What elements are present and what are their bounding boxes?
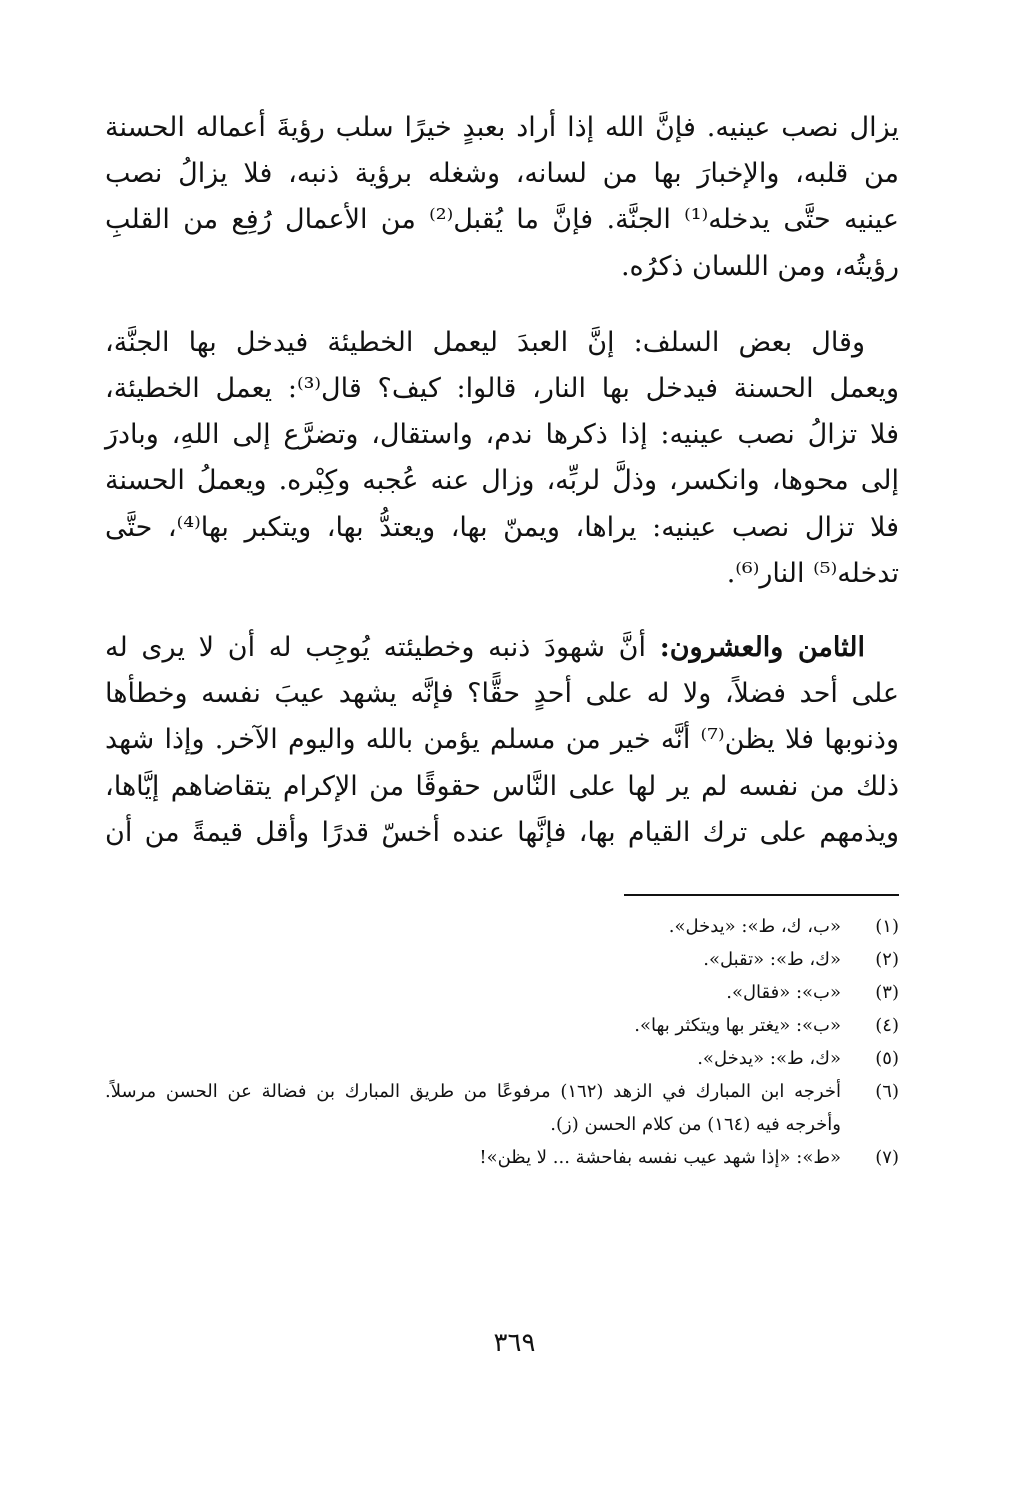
text-line: على أحد فضلاً، ولا له على أحدٍ حقًّا؟ فإنَّه يشهد عيبَ نفسه وخطأها [105,678,899,710]
footnote-text: «ك، ط»: «يدخل». [697,1048,841,1070]
footnote-number: (١) [875,916,899,938]
footnote-divider [624,894,899,896]
text-line: إلى محوها، وانكسر، وذلَّ لربِّه، وزال عنه عُجبه وكِبْره. ويعملُ الحسنة [105,465,899,497]
footnote-number: (٣) [875,982,899,1004]
text-line: ويعمل الحسنة فيدخل بها النار، قالوا: كيف؟ قال⁽³⁾: يعمل الخطيئة، [105,373,899,405]
footnote [105,943,899,976]
footnote-text: «ب»: «فقال». [726,982,841,1004]
paragraph-1 [105,105,899,290]
text-line [105,625,899,671]
paragraph-3 [105,625,899,856]
text-line: ويذمهم على ترك القيام بها، فإنَّها عنده أخسّ قدرًا وأقل قيمةً من أن [105,816,899,848]
footnote-text: «ب»: «يغتر بها ويتكثر بها». [634,1015,841,1037]
footnote-number: (٤) [875,1015,899,1037]
page-number: ٣٦٩ [493,1328,536,1358]
text-line: فلا تزال نصب عينيه: يراها، ويمنّ بها، ويعتدُّ بها، ويتكبر بها⁽⁴⁾، حتَّى [105,511,900,543]
footnote [105,1075,899,1141]
footnote-number: (٦) [875,1081,899,1103]
paragraph-2 [105,320,899,597]
footnote-number: (٢) [875,949,899,971]
text-line: ذلك من نفسه لم ير لها على النَّاس حقوقًا من الإكرام يتقاضاهم إيَّاها، [105,770,899,802]
text-line: وذنوبها فلا يظن⁽⁷⁾ أنَّه خير من مسلم يؤمن بالله واليوم الآخر. وإذا شهد [105,724,899,756]
text-line: من قلبه، والإخبارَ بها من لسانه، وشغله برؤية ذنبه، فلا يزالُ نصب [105,158,899,190]
footnote-number: (٥) [875,1048,899,1070]
footnote [105,976,899,1009]
text-line: رؤيتُه، ومن اللسان ذكرُه. [620,250,899,282]
footnote-text: أخرجه ابن المبارك في الزهد (١٦٢) مرفوعًا من طريق المبارك بن فضالة عن الحسن مرسلاً. وأخرجه فيه (١٦٤) من كلام الحسن (ز). [105,1081,841,1136]
footnote [105,1009,899,1042]
footnotes [105,910,899,1174]
footnote-text: «ك، ط»: «تقبل». [703,949,841,971]
text-line: وقال بعض السلف: إنَّ العبدَ ليعمل الخطيئة فيدخل بها الجنَّة، [105,326,865,358]
text-line: تدخله⁽⁵⁾ النار⁽⁶⁾. [726,557,899,589]
text-line: عينيه حتَّى يدخله⁽¹⁾ الجنَّة. فإنَّ ما يُقبل⁽²⁾ من الأعمال رُفِع من القلبِ [105,204,900,236]
footnote-text: «ب، ك، ط»: «يدخل». [668,916,841,938]
footnote [105,1141,899,1174]
text-line: يزال نصب عينيه. فإنَّ الله إذا أراد بعبدٍ خيرًا سلب رؤيةَ أعماله الحسنة [105,112,899,143]
section-heading: الثامن والعشرون: [659,632,865,664]
footnote-text: «ط»: «إذا شهد عيب نفسه بفاحشة ... لا يظن»! [479,1147,841,1169]
footnote [105,910,899,943]
footnote [105,1042,899,1075]
footnote-number: (٧) [875,1147,899,1169]
text-line-rest: أنَّ شهودَ ذنبه وخطيئته يُوجِب له أن لا يرى له [105,632,647,664]
text-line: فلا تزالُ نصب عينيه: إذا ذكرها ندم، واستقال، وتضرَّع إلى اللهِ، وبادرَ [105,419,899,451]
